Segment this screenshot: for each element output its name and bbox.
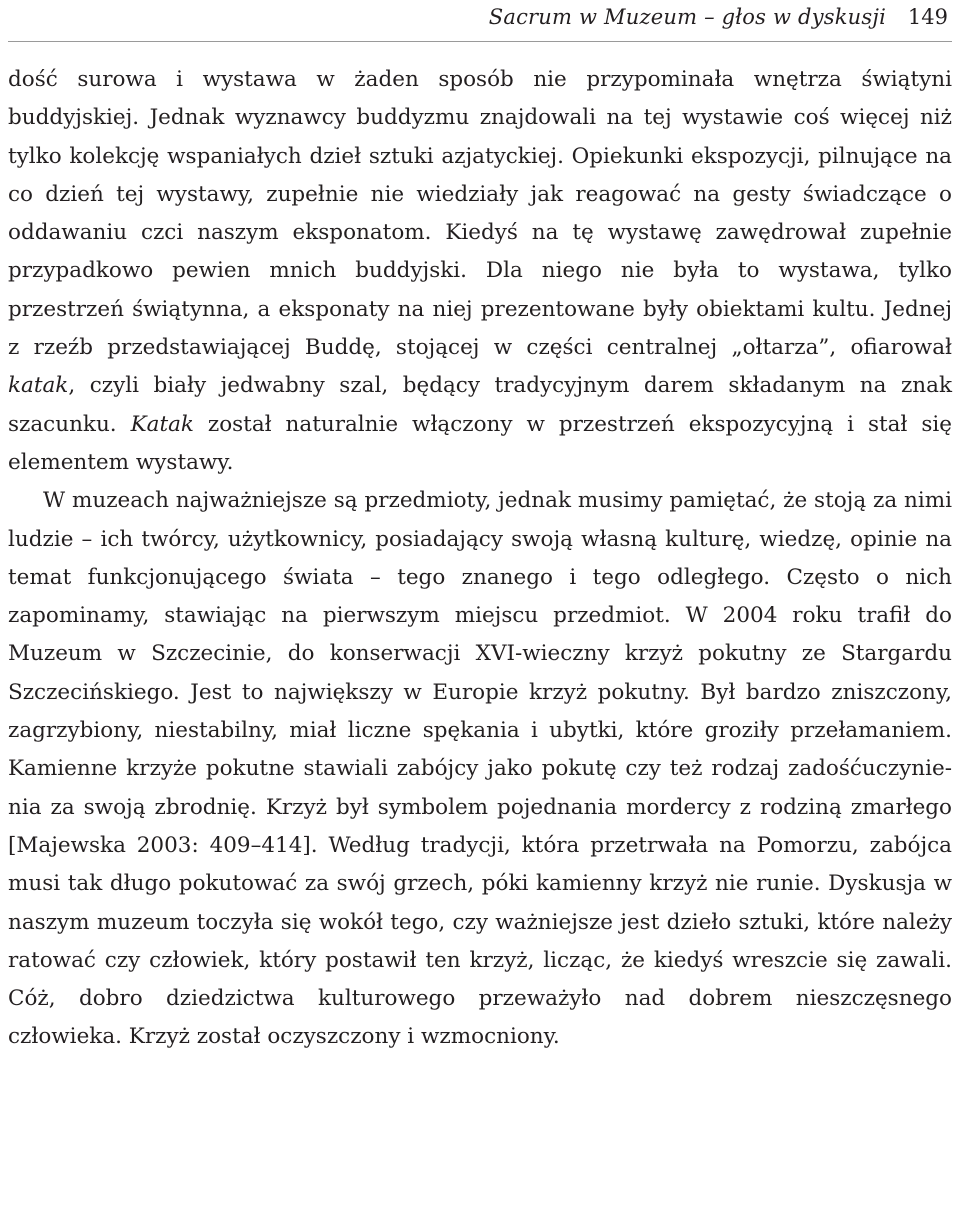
paragraph-2: W muzeach najważniejsze są przedmioty, jednak musimy pamiętać, że stoją za nimi ludzie – ich twórcy, użytkownicy, posiadający swoją własną kulturę, wiedzę, opinie na temat funkcjonującego świata – tego znanego i tego odległego. Często o nich zapominamy, stawiając na pierwszym miejscu przedmiot. W 2004 roku trafił do Muzeum w Szczecinie, do konserwacji XVI-wieczny krzyż pokutny ze Stargardu Szczecińskiego. Jest to największy w Europie krzyż pokutny. Był bardzo zniszczony, zagrzybiony, niestabilny, miał liczne spękania i ubytki, które groziły przełamaniem. Kamienne krzyże pokutne stawiali zabójcy jako pokutę czy też rodzaj zadośćuczynienia za swoją zbrodnię. Krzyż był symbolem pojednania mordercy z rodziną zmarłego [Majewska 2003: 409–414]. Według tradycji, która przetrwała na Pomorzu, zabójca musi tak długo pokutować za swój grzech, póki kamienny krzyż nie runie. Dyskusja w naszym muzeum toczyła się wokół tego, czy ważniejsze jest dzieło sztuki, które należy ratować czy człowiek, który postawił ten krzyż, licząc, że kiedyś wreszcie się zawali. Cóż, dobro dziedzictwa kulturowego przeważyło nad dobrem nieszczęsnego człowieka. Krzyż został oczyszczony i wzmocniony. [8, 488, 952, 1050]
running-title: Sacrum w Muzeum – głos w dyskusji [488, 5, 886, 29]
paragraph-1-text-a: dość surowa i wystawa w żaden sposób nie przypominała wnętrza świątyni buddyjskiej. Jednak wyznawcy buddyzmu znajdowali na tej wystawie coś więcej niż tylko kolekcję wspaniałych dzieł sztuki azjatyckiej. Opiekunki ekspozycji, pilnujące na co dzień tej wystawy, zupełnie nie wiedziały jak reagować na gesty świadczące o oddawaniu czci naszym eksponatom. Kiedyś na tę wystawę zawędrował zupełnie przypadkowo pewien mnich buddyjski. Dla niego nie była to wystawa, tylko przestrzeń świątynna, a eksponaty na niej prezentowane były obiektami kultu. Jednej z rzeźb przedstawiającej Buddę, stojącej w części centralnej „ołtarza”, ofiarował [8, 67, 952, 361]
running-header [8, 0, 952, 42]
term-katak: katak [8, 373, 69, 399]
paragraph-1-text-c: został naturalnie włączony w przestrzeń ekspozycyjną i stał się elementem wystawy. [8, 411, 952, 475]
paragraph-1-text-b: , czyli biały jedwabny szal, będący tradycyjnym darem składanym na znak szacunku. [8, 373, 952, 437]
page-number: 149 [907, 5, 948, 29]
paragraph-1 [8, 61, 952, 482]
body-text [8, 61, 952, 1057]
term-katak-capitalized: Katak [130, 411, 194, 437]
